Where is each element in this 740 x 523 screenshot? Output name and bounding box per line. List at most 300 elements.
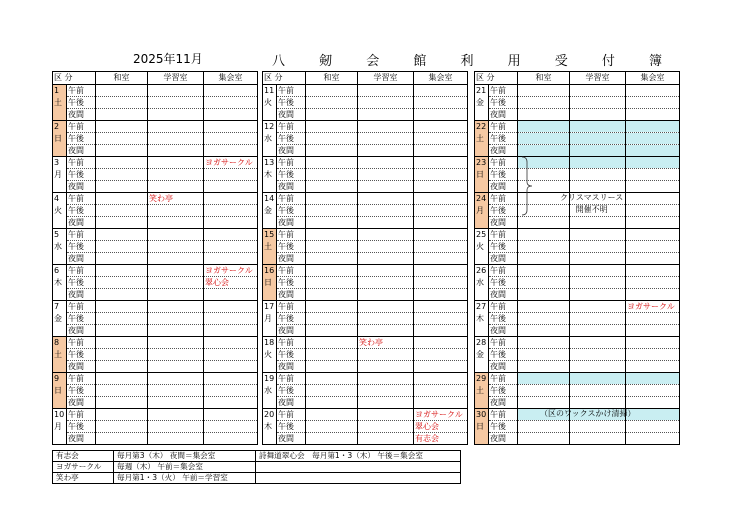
booking-cell — [306, 301, 358, 313]
booking-cell — [570, 313, 626, 325]
booking-cell — [570, 265, 626, 277]
column-header-ku: 区 分 — [53, 72, 96, 85]
slot-label: 午前 — [277, 301, 306, 313]
booking-cell — [570, 97, 626, 109]
booking-cell — [626, 217, 680, 229]
weekday: 月 — [264, 314, 272, 323]
booking-cell — [96, 421, 148, 433]
slot-label: 午後 — [489, 97, 518, 109]
slot-label: 夜間 — [67, 109, 96, 121]
weekday: 火 — [54, 206, 62, 215]
slot-label: 午後 — [277, 169, 306, 181]
booking-cell — [358, 409, 414, 421]
booking-cell — [518, 241, 570, 253]
weekday: 土 — [476, 386, 484, 395]
booking-cell — [358, 277, 414, 289]
slot-label: 午後 — [67, 97, 96, 109]
day-number: 17 — [264, 302, 275, 311]
table-row — [475, 253, 680, 265]
day-number: 1 — [54, 86, 60, 95]
weekday: 木 — [264, 422, 272, 431]
legend-name: ヨガサークル — [53, 462, 114, 473]
booking-cell — [570, 289, 626, 301]
table-row — [475, 181, 680, 193]
booking-cell — [518, 277, 570, 289]
booking-cell — [570, 85, 626, 97]
slot-label: 夜間 — [277, 109, 306, 121]
booking-cell — [414, 337, 468, 349]
day-number: 18 — [264, 338, 275, 347]
booking-cell — [204, 241, 258, 253]
day-number: 21 — [476, 86, 487, 95]
day-cell — [53, 193, 67, 229]
day-cell — [53, 337, 67, 373]
legend-empty — [256, 473, 461, 484]
slot-label: 午前 — [67, 409, 96, 421]
booking-cell — [518, 373, 570, 385]
booking-cell — [414, 121, 468, 133]
day-cell — [475, 193, 489, 229]
day-number: 24 — [476, 194, 487, 203]
booking-cell — [306, 409, 358, 421]
booking-cell — [570, 145, 626, 157]
booking-cell — [626, 361, 680, 373]
booking-cell — [414, 397, 468, 409]
booking-cell — [358, 349, 414, 361]
booking-cell — [96, 97, 148, 109]
table-row — [53, 217, 258, 229]
booking-cell — [306, 289, 358, 301]
booking-cell — [518, 145, 570, 157]
slot-label: 夜間 — [489, 325, 518, 337]
booking-cell — [518, 361, 570, 373]
booking-cell — [306, 421, 358, 433]
day-number: 29 — [476, 374, 487, 383]
booking-cell: 笑わ亭 — [148, 193, 204, 205]
slot-label: 午前 — [489, 121, 518, 133]
booking-cell — [414, 157, 468, 169]
booking-cell — [148, 361, 204, 373]
booking-cell — [570, 325, 626, 337]
booking-cell — [626, 325, 680, 337]
day-cell — [263, 373, 277, 409]
legend-desc: 毎週（木） 午前＝集会室 — [114, 462, 256, 473]
booking-cell — [96, 145, 148, 157]
table-row — [263, 133, 468, 145]
table-row — [475, 277, 680, 289]
weekday: 土 — [54, 98, 62, 107]
table-row — [53, 181, 258, 193]
booking-cell — [96, 193, 148, 205]
table-row — [475, 85, 680, 97]
booking-cell — [148, 229, 204, 241]
table-row — [475, 325, 680, 337]
slot-label: 夜間 — [277, 253, 306, 265]
booking-cell — [414, 265, 468, 277]
day-cell — [475, 409, 489, 445]
slot-label: 夜間 — [489, 181, 518, 193]
slot-label: 夜間 — [67, 361, 96, 373]
booking-cell — [518, 289, 570, 301]
booking-cell — [358, 433, 414, 445]
booking-cell — [96, 121, 148, 133]
day-cell — [263, 193, 277, 229]
weekday: 日 — [476, 170, 484, 179]
booking-cell: 笑わ亭 — [358, 337, 414, 349]
weekday: 火 — [264, 350, 272, 359]
booking-cell — [204, 361, 258, 373]
table-row — [263, 157, 468, 169]
column-header-gakushu: 学習室 — [570, 72, 626, 85]
booking-cell — [570, 253, 626, 265]
table-row — [475, 337, 680, 349]
booking-cell — [626, 337, 680, 349]
booking-cell — [414, 97, 468, 109]
booking-cell — [306, 385, 358, 397]
booking-cell — [626, 157, 680, 169]
table-row — [263, 397, 468, 409]
page-title: 八 剱 会 館 利 用 受 付 簿 — [272, 54, 678, 69]
day-number: 9 — [54, 374, 60, 383]
booking-cell — [204, 133, 258, 145]
booking-cell — [626, 205, 680, 217]
table-row — [263, 385, 468, 397]
booking-cell — [414, 145, 468, 157]
slot-label: 午前 — [67, 229, 96, 241]
slot-label: 午後 — [489, 277, 518, 289]
booking-cell — [96, 337, 148, 349]
slot-label: 夜間 — [67, 325, 96, 337]
day-cell — [263, 229, 277, 265]
weekday: 日 — [476, 422, 484, 431]
slot-label: 夜間 — [67, 289, 96, 301]
booking-cell — [626, 145, 680, 157]
slot-label: 午後 — [277, 385, 306, 397]
slot-label: 午前 — [67, 265, 96, 277]
table-row — [475, 157, 680, 169]
booking-cell — [148, 301, 204, 313]
day-cell — [53, 373, 67, 409]
weekday: 土 — [476, 134, 484, 143]
table-row — [263, 421, 468, 433]
slot-label: 午後 — [277, 421, 306, 433]
booking-cell — [518, 433, 570, 445]
booking-cell — [626, 373, 680, 385]
day-number: 5 — [54, 230, 60, 239]
slot-label: 午後 — [489, 385, 518, 397]
calendar-block-3 — [474, 71, 680, 445]
table-row — [263, 349, 468, 361]
booking-cell — [204, 373, 258, 385]
table-row — [263, 325, 468, 337]
table-row — [53, 361, 258, 373]
slot-label: 午前 — [277, 373, 306, 385]
booking-cell — [306, 433, 358, 445]
slot-label: 夜間 — [67, 217, 96, 229]
weekday: 水 — [476, 278, 484, 287]
slot-label: 午前 — [67, 85, 96, 97]
booking-cell — [518, 265, 570, 277]
booking-cell — [204, 421, 258, 433]
slot-label: 夜間 — [277, 217, 306, 229]
booking-cell — [96, 253, 148, 265]
slot-label: 午後 — [67, 241, 96, 253]
day-number: 30 — [476, 410, 487, 419]
booking-cell — [518, 337, 570, 349]
table-row — [263, 169, 468, 181]
booking-cell — [148, 313, 204, 325]
booking-cell — [414, 229, 468, 241]
booking-cell — [414, 253, 468, 265]
booking-cell — [204, 121, 258, 133]
day-number: 26 — [476, 266, 487, 275]
booking-cell — [204, 289, 258, 301]
table-row — [53, 193, 258, 205]
booking-cell — [358, 109, 414, 121]
slot-label: 午前 — [277, 265, 306, 277]
booking-cell — [570, 433, 626, 445]
booking-cell — [204, 385, 258, 397]
day-cell — [475, 85, 489, 121]
slot-label: 午前 — [489, 85, 518, 97]
booking-cell — [96, 133, 148, 145]
table-row — [475, 361, 680, 373]
period-label: 2025年11月 — [133, 52, 203, 66]
note-line: クリスマスリース — [560, 193, 624, 202]
booking-cell — [414, 361, 468, 373]
booking-cell — [626, 97, 680, 109]
booking-cell — [570, 109, 626, 121]
booking-cell — [414, 349, 468, 361]
booking-cell — [306, 133, 358, 145]
booking-cell — [204, 409, 258, 421]
calendar-table — [262, 71, 468, 445]
booking-cell — [570, 229, 626, 241]
table-row — [475, 373, 680, 385]
table-row — [263, 109, 468, 121]
booking-cell — [358, 145, 414, 157]
day-cell — [53, 409, 67, 445]
table-row — [53, 109, 258, 121]
booking-cell — [570, 217, 626, 229]
weekday: 月 — [54, 170, 62, 179]
booking-cell — [306, 397, 358, 409]
day-number: 7 — [54, 302, 60, 311]
booking-cell — [358, 385, 414, 397]
slot-label: 午後 — [67, 133, 96, 145]
table-row — [53, 205, 258, 217]
booking-cell — [148, 133, 204, 145]
day-cell — [475, 229, 489, 265]
booking-cell — [306, 253, 358, 265]
day-cell — [263, 301, 277, 337]
booking-cell — [358, 205, 414, 217]
booking-cell — [306, 85, 358, 97]
slot-label: 午後 — [67, 421, 96, 433]
day-cell — [475, 301, 489, 337]
slot-label: 夜間 — [277, 361, 306, 373]
table-row — [53, 385, 258, 397]
booking-cell — [570, 421, 626, 433]
table-row — [53, 253, 258, 265]
booking-cell — [570, 385, 626, 397]
booking-cell — [148, 217, 204, 229]
day-cell — [475, 157, 489, 193]
booking-cell — [518, 349, 570, 361]
booking-cell — [96, 349, 148, 361]
column-header-washitsu: 和室 — [96, 72, 148, 85]
slot-label: 午後 — [489, 205, 518, 217]
day-cell — [475, 121, 489, 157]
legend-name: 笑わ亭 — [53, 473, 114, 484]
booking-cell — [148, 325, 204, 337]
booking-cell — [148, 109, 204, 121]
table-row — [475, 97, 680, 109]
booking-cell — [148, 85, 204, 97]
slot-label: 夜間 — [277, 433, 306, 445]
column-header-shukai: 集会室 — [204, 72, 258, 85]
booking-cell — [148, 373, 204, 385]
legend-name: 詩舞道翠心会 — [259, 451, 305, 460]
weekday: 土 — [264, 242, 272, 251]
booking-cell — [148, 97, 204, 109]
table-row — [475, 385, 680, 397]
calendar-table — [52, 71, 258, 445]
booking-cell — [570, 301, 626, 313]
table-row — [263, 277, 468, 289]
booking-cell — [96, 241, 148, 253]
booking-cell — [414, 385, 468, 397]
column-header-washitsu: 和室 — [306, 72, 358, 85]
slot-label: 夜間 — [489, 253, 518, 265]
slot-label: 午後 — [67, 169, 96, 181]
calendar-table — [474, 71, 680, 445]
day-number: 2 — [54, 122, 60, 131]
slot-label: 午後 — [67, 205, 96, 217]
day-number: 15 — [264, 230, 275, 239]
booking-cell — [518, 421, 570, 433]
weekday: 日 — [54, 386, 62, 395]
table-row — [263, 265, 468, 277]
booking-cell — [204, 205, 258, 217]
booking-cell — [518, 313, 570, 325]
booking-cell — [570, 169, 626, 181]
table-row — [263, 361, 468, 373]
booking-cell — [414, 373, 468, 385]
table-row — [263, 409, 468, 421]
table-row — [475, 301, 680, 313]
booking-cell — [518, 85, 570, 97]
booking-cell — [626, 121, 680, 133]
booking-cell — [148, 433, 204, 445]
legend-entry-2 — [256, 451, 461, 462]
table-row — [263, 85, 468, 97]
booking-cell — [570, 157, 626, 169]
booking-cell — [626, 85, 680, 97]
table-row — [263, 253, 468, 265]
table-row — [263, 241, 468, 253]
table-row — [263, 217, 468, 229]
slot-label: 午後 — [277, 313, 306, 325]
booking-cell — [306, 181, 358, 193]
slot-label: 午前 — [277, 409, 306, 421]
day-number: 22 — [476, 122, 487, 131]
day-cell — [263, 157, 277, 193]
booking-cell — [96, 397, 148, 409]
booking-cell — [414, 289, 468, 301]
booking-cell — [626, 169, 680, 181]
table-row — [53, 433, 258, 445]
booking-cell — [96, 313, 148, 325]
booking-cell — [204, 145, 258, 157]
booking-cell — [204, 337, 258, 349]
booking-cell — [96, 229, 148, 241]
day-cell — [263, 121, 277, 157]
day-cell — [475, 337, 489, 373]
slot-label: 午後 — [277, 205, 306, 217]
slot-label: 午前 — [67, 193, 96, 205]
booking-cell — [518, 133, 570, 145]
booking-cell — [414, 193, 468, 205]
booking-cell — [96, 181, 148, 193]
day-number: 13 — [264, 158, 275, 167]
booking-cell — [518, 301, 570, 313]
slot-label: 夜間 — [277, 181, 306, 193]
booking-cell — [626, 349, 680, 361]
table-row — [475, 121, 680, 133]
booking-cell — [358, 289, 414, 301]
weekday: 金 — [476, 350, 484, 359]
day-number: 11 — [264, 86, 275, 95]
booking-cell — [148, 349, 204, 361]
booking-cell — [570, 373, 626, 385]
slot-label: 午前 — [277, 121, 306, 133]
booking-cell — [204, 229, 258, 241]
table-row — [475, 349, 680, 361]
weekday: 火 — [476, 242, 484, 251]
day-cell — [53, 265, 67, 301]
slot-label: 午後 — [489, 169, 518, 181]
weekday: 土 — [54, 350, 62, 359]
table-row — [263, 121, 468, 133]
slot-label: 夜間 — [67, 397, 96, 409]
booking-cell — [626, 385, 680, 397]
table-row — [53, 349, 258, 361]
table-row — [53, 229, 258, 241]
slot-label: 夜間 — [277, 145, 306, 157]
slot-label: 夜間 — [67, 253, 96, 265]
table-row — [263, 205, 468, 217]
table-row — [53, 313, 258, 325]
slot-label: 夜間 — [67, 433, 96, 445]
booking-cell — [204, 433, 258, 445]
booking-cell — [96, 409, 148, 421]
weekday: 木 — [54, 278, 62, 287]
booking-cell — [358, 325, 414, 337]
booking-cell — [626, 181, 680, 193]
table-row — [53, 325, 258, 337]
booking-cell — [204, 109, 258, 121]
table-row — [53, 133, 258, 145]
slot-label: 午後 — [489, 241, 518, 253]
booking-cell — [626, 253, 680, 265]
table-row — [53, 145, 258, 157]
booking-cell — [414, 85, 468, 97]
booking-cell — [358, 121, 414, 133]
christmas-note — [560, 192, 623, 216]
booking-cell — [626, 193, 680, 205]
booking-cell — [518, 397, 570, 409]
